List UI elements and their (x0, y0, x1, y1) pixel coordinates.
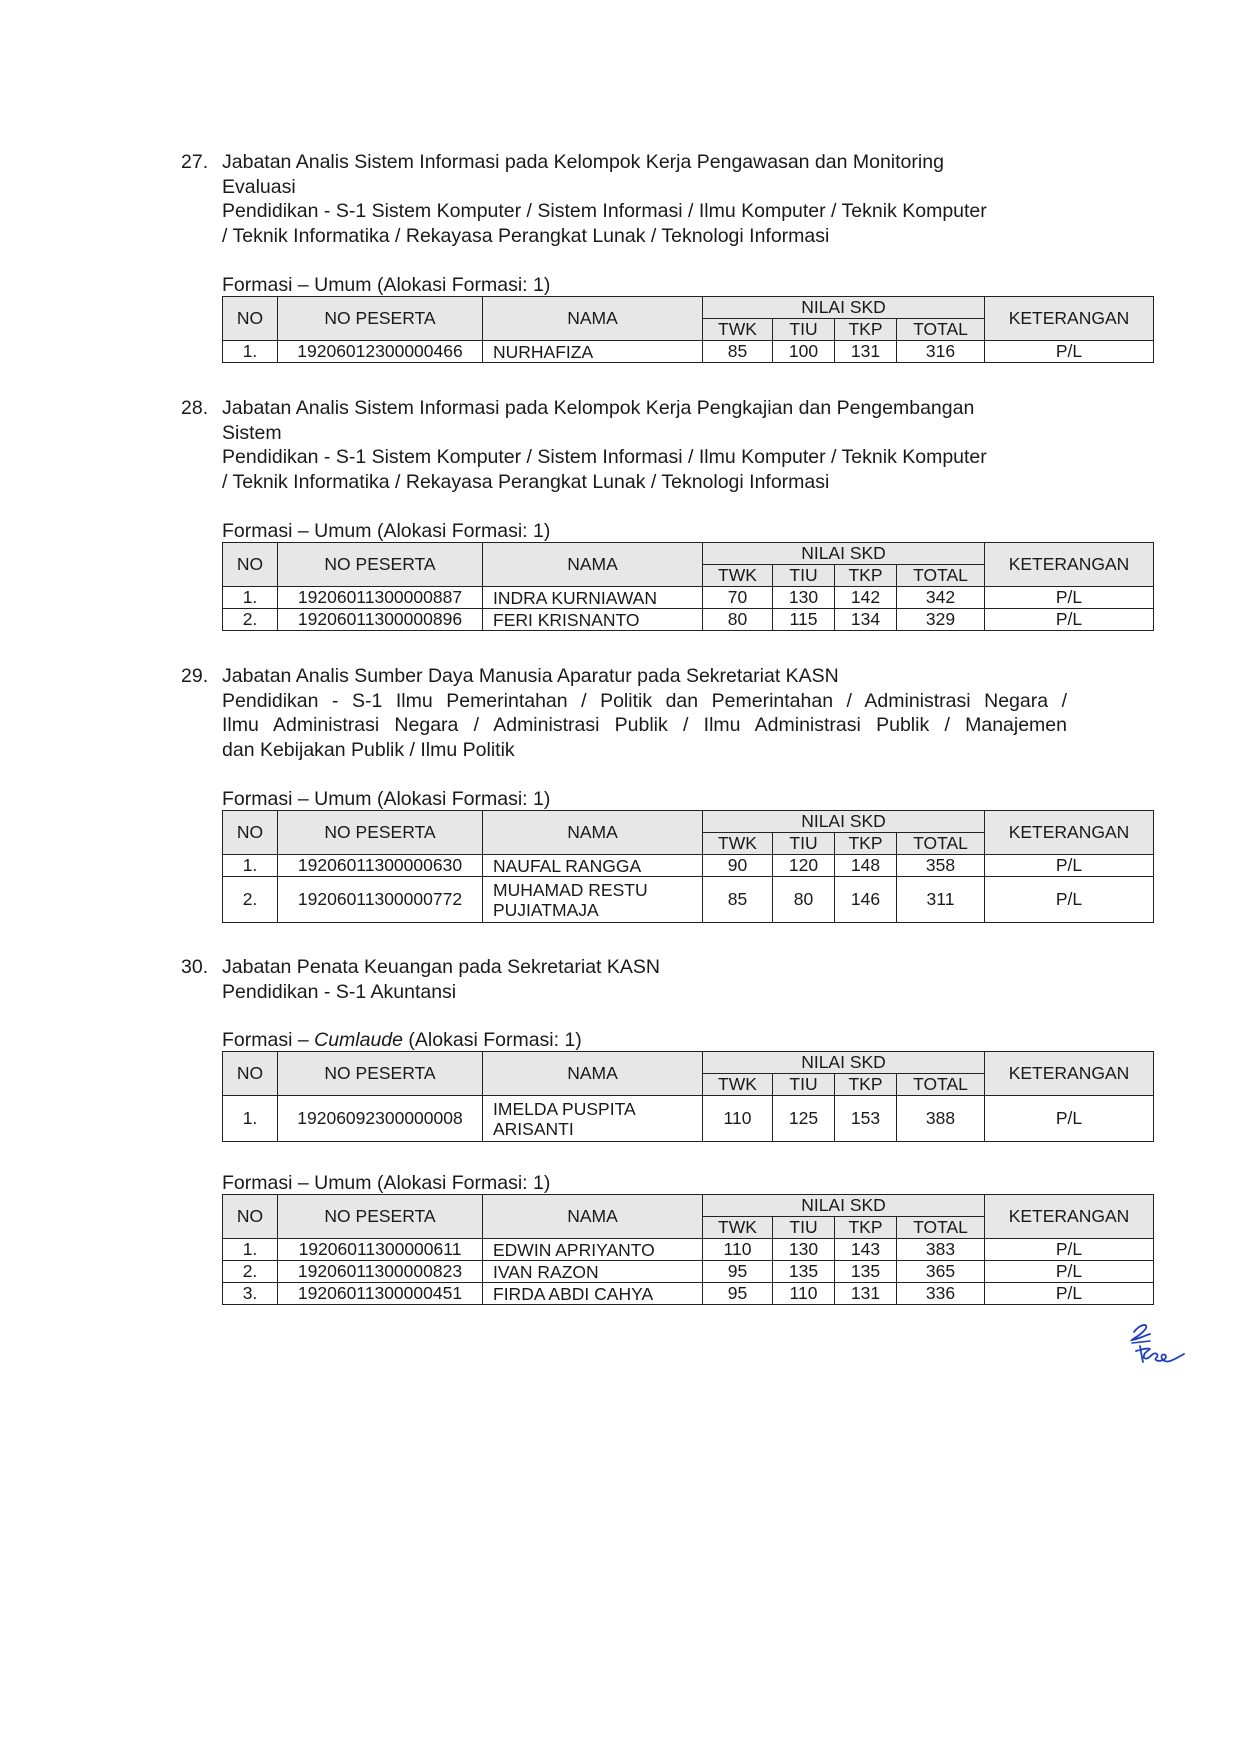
column-header-twk: TWK (703, 319, 773, 341)
column-header-nilai-skd: NILAI SKD (703, 811, 985, 833)
cell-tiu: 110 (773, 1283, 835, 1305)
column-header-twk: TWK (703, 833, 773, 855)
column-header-twk: TWK (703, 1074, 773, 1096)
cell-total: 329 (897, 609, 985, 631)
cell-no: 1. (223, 1239, 278, 1261)
cell-no-peserta: 19206012300000466 (278, 341, 483, 363)
column-header-keterangan: KETERANGAN (985, 811, 1154, 855)
section-title-line: Evaluasi (222, 175, 296, 198)
table-row (223, 877, 1154, 923)
cell-tiu: 130 (773, 587, 835, 609)
column-header-nilai-skd: NILAI SKD (703, 1195, 985, 1217)
section-education-line: Pendidikan - S-1 Ilmu Pemerintahan / Politik dan Pemerintahan / Administrasi Negara / (222, 689, 1067, 712)
formasi-prefix: Formasi – (222, 1029, 315, 1051)
column-header-nama: NAMA (483, 543, 703, 587)
cell-nama: MUHAMAD RESTU PUJIATMAJA (483, 877, 703, 923)
formasi-type: Cumlaude (314, 1029, 403, 1051)
cell-keterangan: P/L (985, 877, 1154, 923)
cell-total: 342 (897, 587, 985, 609)
cell-total: 316 (897, 341, 985, 363)
column-header-no: NO (223, 297, 278, 341)
section-number: 30. (181, 956, 209, 978)
section-education-line: / Teknik Informatika / Rekayasa Perangkat Lunak / Teknologi Informasi (222, 224, 830, 247)
column-header-total: TOTAL (897, 319, 985, 341)
column-header-no: NO (223, 543, 278, 587)
column-header-keterangan: KETERANGAN (985, 297, 1154, 341)
column-header-nama: NAMA (483, 1052, 703, 1096)
column-header-nama: NAMA (483, 297, 703, 341)
formasi-label (222, 788, 550, 810)
section-title-line: Sistem (222, 421, 282, 444)
cell-tiu: 80 (773, 877, 835, 923)
section-education-line: Pendidikan - S-1 Sistem Komputer / Sistem Informasi / Ilmu Komputer / Teknik Komputer (222, 446, 987, 468)
section-education-line: Ilmu Administrasi Negara / Administrasi Publik / Ilmu Administrasi Publik / Manajemen (222, 714, 1067, 736)
cell-tiu: 125 (773, 1096, 835, 1142)
cell-tkp: 135 (835, 1261, 897, 1283)
score-table (222, 810, 1154, 923)
cell-no: 1. (223, 1096, 278, 1142)
cell-nama: EDWIN APRIYANTO (483, 1239, 703, 1261)
cell-tkp: 131 (835, 341, 897, 363)
cell-tiu: 115 (773, 609, 835, 631)
section-education-line: / Teknik Informatika / Rekayasa Perangkat Lunak / Teknologi Informasi (222, 470, 830, 493)
formasi-prefix: Formasi – (222, 520, 315, 542)
column-header-nilai-skd: NILAI SKD (703, 297, 985, 319)
score-table (222, 1194, 1154, 1305)
signature-stroke (1132, 1325, 1150, 1340)
cell-total: 365 (897, 1261, 985, 1283)
signature-initial-icon (1126, 1318, 1188, 1366)
column-header-no: NO (223, 811, 278, 855)
column-header-no: NO (223, 1052, 278, 1096)
column-header-tkp: TKP (835, 319, 897, 341)
cell-no-peserta: 19206011300000772 (278, 877, 483, 923)
section-heading (0, 150, 1238, 248)
section-heading (0, 396, 1238, 494)
cell-no: 1. (223, 855, 278, 877)
cell-no: 1. (223, 341, 278, 363)
cell-keterangan: P/L (985, 1096, 1154, 1142)
cell-total: 383 (897, 1239, 985, 1261)
cell-no: 3. (223, 1283, 278, 1305)
column-header-no: NO (223, 1195, 278, 1239)
formasi-alokasi: (Alokasi Formasi: 1) (376, 520, 551, 542)
column-header-tiu: TIU (773, 565, 835, 587)
cell-no: 2. (223, 1261, 278, 1283)
cell-no-peserta: 19206011300000630 (278, 855, 483, 877)
cell-total: 336 (897, 1283, 985, 1305)
section-heading (0, 955, 1238, 1004)
column-header-total: TOTAL (897, 1074, 985, 1096)
column-header-total: TOTAL (897, 565, 985, 587)
column-header-keterangan: KETERANGAN (985, 543, 1154, 587)
table-row (223, 1261, 1154, 1283)
cell-twk: 70 (703, 587, 773, 609)
cell-tkp: 134 (835, 609, 897, 631)
cell-no-peserta: 19206011300000887 (278, 587, 483, 609)
cell-twk: 110 (703, 1239, 773, 1261)
section-education-line: dan Kebijakan Publik / Ilmu Politik (222, 738, 515, 761)
cell-nama: FERI KRISNANTO (483, 609, 703, 631)
column-header-tiu: TIU (773, 1074, 835, 1096)
cell-keterangan: P/L (985, 1239, 1154, 1261)
column-header-nilai-skd: NILAI SKD (703, 1052, 985, 1074)
cell-nama: IMELDA PUSPITA ARISANTI (483, 1096, 703, 1142)
cell-tiu: 130 (773, 1239, 835, 1261)
column-header-no-peserta: NO PESERTA (278, 1052, 483, 1096)
formasi-alokasi: (Alokasi Formasi: 1) (376, 788, 551, 810)
formasi-type: Umum (314, 274, 372, 296)
cell-tiu: 135 (773, 1261, 835, 1283)
cell-tiu: 100 (773, 341, 835, 363)
cell-total: 311 (897, 877, 985, 923)
column-header-keterangan: KETERANGAN (985, 1195, 1154, 1239)
cell-total: 358 (897, 855, 985, 877)
formasi-alokasi: (Alokasi Formasi: 1) (376, 274, 551, 296)
cell-keterangan: P/L (985, 587, 1154, 609)
score-table (222, 542, 1154, 631)
cell-tiu: 120 (773, 855, 835, 877)
formasi-prefix: Formasi – (222, 1172, 315, 1194)
column-header-tkp: TKP (835, 565, 897, 587)
column-header-no-peserta: NO PESERTA (278, 543, 483, 587)
cell-tkp: 153 (835, 1096, 897, 1142)
table-row (223, 1096, 1154, 1142)
column-header-nama: NAMA (483, 1195, 703, 1239)
column-header-no-peserta: NO PESERTA (278, 297, 483, 341)
cell-total: 388 (897, 1096, 985, 1142)
cell-twk: 90 (703, 855, 773, 877)
formasi-prefix: Formasi – (222, 274, 315, 296)
section-number: 28. (181, 397, 209, 419)
section-28 (0, 396, 1238, 630)
cell-twk: 110 (703, 1096, 773, 1142)
score-table (222, 1051, 1154, 1142)
cell-nama: IVAN RAZON (483, 1261, 703, 1283)
section-heading (0, 664, 1238, 762)
cell-no: 2. (223, 609, 278, 631)
section-27 (0, 150, 1238, 362)
formasi-alokasi: (Alokasi Formasi: 1) (408, 1029, 582, 1051)
formasi-label (222, 1029, 582, 1051)
column-header-tiu: TIU (773, 833, 835, 855)
cell-twk: 80 (703, 609, 773, 631)
column-header-nama: NAMA (483, 811, 703, 855)
column-header-tkp: TKP (835, 833, 897, 855)
table-row (223, 855, 1154, 877)
formasi-label (222, 1172, 550, 1194)
cell-keterangan: P/L (985, 855, 1154, 877)
table-row (223, 1283, 1154, 1305)
section-29 (0, 664, 1238, 920)
cell-nama: NAUFAL RANGGA (483, 855, 703, 877)
column-header-twk: TWK (703, 1217, 773, 1239)
section-number: 27. (181, 151, 209, 173)
cell-tkp: 143 (835, 1239, 897, 1261)
cell-keterangan: P/L (985, 341, 1154, 363)
formasi-type: Umum (314, 520, 372, 542)
cell-twk: 95 (703, 1261, 773, 1283)
cell-nama: FIRDA ABDI CAHYA (483, 1283, 703, 1305)
formasi-alokasi: (Alokasi Formasi: 1) (376, 1172, 551, 1194)
section-education-line: Pendidikan - S-1 Sistem Komputer / Sistem Informasi / Ilmu Komputer / Teknik Komputer (222, 200, 987, 222)
formasi-type: Umum (314, 788, 372, 810)
column-header-tiu: TIU (773, 1217, 835, 1239)
formasi-label (222, 274, 550, 296)
signature-stroke (1136, 1346, 1184, 1362)
cell-no-peserta: 19206011300000896 (278, 609, 483, 631)
cell-nama: INDRA KURNIAWAN (483, 587, 703, 609)
column-header-no-peserta: NO PESERTA (278, 1195, 483, 1239)
formasi-label (222, 520, 550, 542)
formasi-type: Umum (314, 1172, 372, 1194)
column-header-tkp: TKP (835, 1074, 897, 1096)
cell-keterangan: P/L (985, 1261, 1154, 1283)
section-30 (0, 955, 1238, 1304)
section-title-line: Jabatan Analis Sistem Informasi pada Kelompok Kerja Pengkajian dan Pengembangan (222, 397, 975, 419)
section-title-line: Jabatan Analis Sistem Informasi pada Kelompok Kerja Pengawasan dan Monitoring (222, 151, 944, 173)
section-education-line: Pendidikan - S-1 Akuntansi (222, 980, 457, 1003)
column-header-total: TOTAL (897, 833, 985, 855)
table-row (223, 609, 1154, 631)
cell-no-peserta: 19206011300000823 (278, 1261, 483, 1283)
cell-keterangan: P/L (985, 609, 1154, 631)
column-header-tiu: TIU (773, 319, 835, 341)
cell-tkp: 142 (835, 587, 897, 609)
cell-twk: 85 (703, 341, 773, 363)
signature-stroke (1132, 1341, 1150, 1343)
cell-no-peserta: 19206011300000611 (278, 1239, 483, 1261)
table-row (223, 587, 1154, 609)
column-header-total: TOTAL (897, 1217, 985, 1239)
section-title-line: Jabatan Analis Sumber Daya Manusia Aparatur pada Sekretariat KASN (222, 665, 839, 687)
cell-tkp: 131 (835, 1283, 897, 1305)
cell-keterangan: P/L (985, 1283, 1154, 1305)
column-header-no-peserta: NO PESERTA (278, 811, 483, 855)
table-row (223, 341, 1154, 363)
cell-no-peserta: 19206092300000008 (278, 1096, 483, 1142)
column-header-tkp: TKP (835, 1217, 897, 1239)
column-header-twk: TWK (703, 565, 773, 587)
cell-tkp: 146 (835, 877, 897, 923)
cell-twk: 85 (703, 877, 773, 923)
column-header-keterangan: KETERANGAN (985, 1052, 1154, 1096)
formasi-prefix: Formasi – (222, 788, 315, 810)
cell-twk: 95 (703, 1283, 773, 1305)
section-title-line: Jabatan Penata Keuangan pada Sekretariat KASN (222, 956, 660, 978)
cell-tkp: 148 (835, 855, 897, 877)
cell-no-peserta: 19206011300000451 (278, 1283, 483, 1305)
table-row (223, 1239, 1154, 1261)
score-table (222, 296, 1154, 363)
cell-no: 1. (223, 587, 278, 609)
column-header-nilai-skd: NILAI SKD (703, 543, 985, 565)
cell-no: 2. (223, 877, 278, 923)
cell-nama: NURHAFIZA (483, 341, 703, 363)
section-number: 29. (181, 665, 209, 687)
